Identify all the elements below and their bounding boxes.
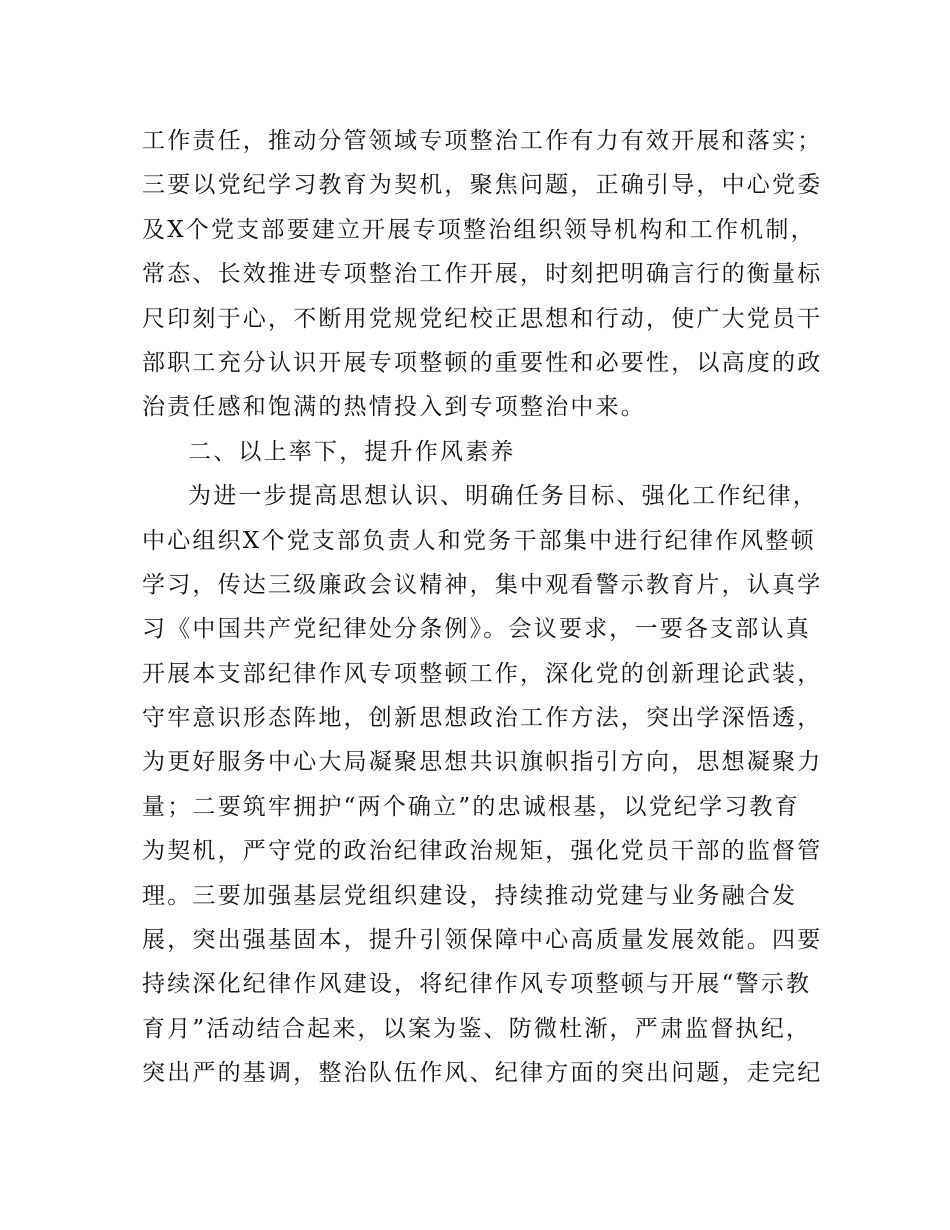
paragraph-line: 工作责任，推动分管领域专项整治工作有力有效开展和落实；	[142, 128, 823, 154]
paragraph-line: 习《中国共产党纪律处分条例》。会议要求，一要各支部认真	[142, 616, 811, 643]
paragraph-line: 为契机，严守党的政治纪律政治规矩，强化党员干部的监督管	[142, 838, 823, 865]
paragraph-line: 及X个党支部要建立开展专项整治组织领导机构和工作机制，	[142, 216, 816, 243]
paragraph-line: 量；二要筑牢拥护“两个确立”的忠诚根基，以党纪学习教育	[142, 793, 800, 820]
paragraph-line: 三要以党纪学习教育为契机，聚焦问题，正确引导，中心党委	[142, 172, 823, 199]
paragraph-line: 学习，传达三级廉政会议精神，集中观看警示教育片，认真学	[142, 571, 823, 598]
paragraph-line: 持续深化纪律作风建设，将纪律作风专项整顿与开展“警示教	[142, 971, 812, 998]
paragraph-line: 尺印刻于心，不断用党规党纪校正思想和行动，使广大党员干	[142, 305, 823, 332]
paragraph-line: 开展本支部纪律作风专项整顿工作，深化党的创新理论武装，	[142, 660, 823, 687]
paragraph-line: 部职工充分认识开展专项整顿的重要性和必要性，以高度的政	[142, 349, 823, 376]
section-heading: 二、以上率下，提升作风素养	[188, 438, 516, 465]
paragraph-line: 展，突出强基固本，提升引领保障中心高质量发展效能。四要	[142, 927, 823, 954]
paragraph-line: 中心组织X个党支部负责人和党务干部集中进行纪律作风整顿	[142, 527, 816, 554]
paragraph-line: 突出严的基调，整治队伍作风、纪律方面的突出问题，走完纪	[142, 1060, 823, 1087]
paragraph-line: 育月”活动结合起来，以案为鉴、防微杜渐，严肃监督执纪，	[142, 1015, 812, 1042]
paragraph-line: 为更好服务中心大局凝聚思想共识旗帜指引方向，思想凝聚力	[142, 749, 823, 776]
paragraph-line: 为进一步提高思想认识、明确任务目标、强化工作纪律，	[188, 483, 818, 510]
paragraph-line: 守牢意识形态阵地，创新思想政治工作方法，突出学深悟透，	[142, 705, 823, 732]
paragraph-line: 治责任感和饱满的热情投入到专项整治中来。	[142, 394, 646, 421]
paragraph-line: 常态、长效推进专项整治工作开展，时刻把明确言行的衡量标	[142, 261, 823, 288]
paragraph-line: 理。三要加强基层党组织建设，持续推动党建与业务融合发	[142, 882, 798, 909]
document-body	[142, 119, 822, 1096]
